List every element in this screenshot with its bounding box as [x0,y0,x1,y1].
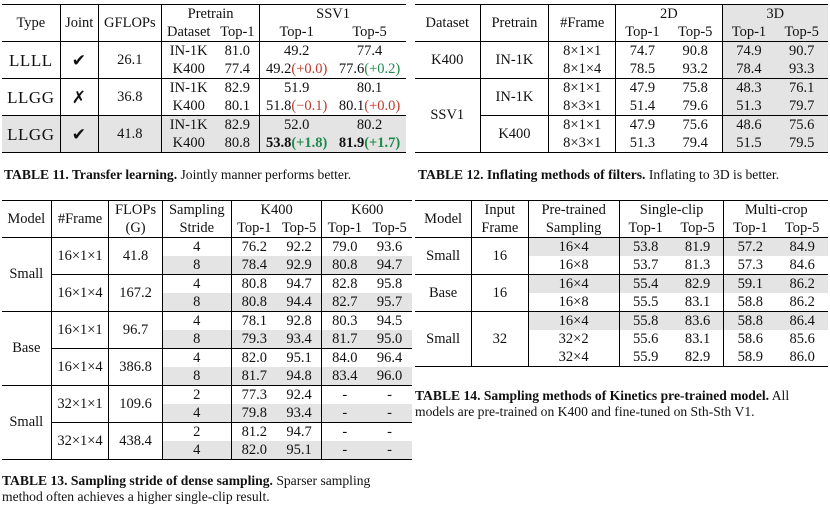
t13-k600-top5: 95.0 [367,330,412,349]
t13-k400-top1: 80.8 [241,275,267,292]
t11-ssv1-top1 [260,79,333,98]
t11-header-pretrain: Pretrain [161,5,259,24]
t11-dataset: IN-1K [161,116,215,135]
t13-k600-top5: 94.5 [376,312,403,329]
t11-joint: ✗ [60,79,98,116]
t11-top5-delta: (+0.0) [364,97,401,114]
t12-frame: 8×1×4 [549,60,616,79]
t12-3d-top1: 48.6 [722,116,775,135]
t14-header-input: Input [472,201,528,220]
t13-k400-top5: 92.8 [277,312,322,331]
table-row [415,275,828,294]
t12-caption-text: Inflating to 3D is better. [645,167,780,182]
table-13 [2,200,412,460]
t13-stride: 8 [162,367,231,386]
t12-header-2d: 2D [616,5,723,24]
t13-frame: 16×1×1 [51,238,109,275]
t13-frame: 32×1×4 [51,423,109,460]
t12-3d-top1: 74.9 [722,42,775,61]
t13-k600-top1: - [342,423,348,440]
t14-single-top1: 55.4 [619,275,671,294]
t14-header-frame: Frame [472,219,528,238]
t14-single-top5: 83.1 [672,293,724,312]
t12-2d-top5: 93.2 [669,60,722,79]
t13-k400-top1: 82.0 [241,349,267,366]
t13-k600-top1: 80.8 [322,256,367,275]
t13-header-flops: FLOPs [109,201,162,220]
t13-k600-top1: - [322,404,367,423]
t11-ssv1-top1 [260,116,333,135]
t14-sampling: 16×8 [528,293,619,312]
t11-header-dataset: Dataset [166,23,211,40]
t14-caption-label: TABLE 14. Sampling methods of Kinetics pre-trained model. [415,388,770,403]
t12-frame: 8×1×1 [549,79,616,98]
t13-k600-top5: 94.7 [367,256,412,275]
t11-header-top1: Top-1 [215,23,259,42]
t12-2d-top5: 75.8 [669,79,722,98]
t12-frame: 8×1×1 [549,116,616,135]
t12-2d-top5: 79.4 [669,134,722,153]
t11-top5-value: 80.2 [356,116,383,133]
t14-header-sampling: Sampling [528,219,619,238]
t13-stride: 4 [162,404,231,423]
t14-sampling: 16×4 [528,312,619,331]
t13-header-k400-top1: Top-1 [237,219,272,236]
t11-dataset: IN-1K [169,42,208,59]
t11-top5-delta: (+1.7) [364,134,401,151]
t11-ssv1-top5 [333,116,406,135]
t13-stride: 4 [162,238,231,257]
t12-frame: 8×3×1 [549,97,616,116]
t13-k400-top1: 77.3 [241,386,267,403]
t11-ssv1-top1 [260,42,333,61]
t11-ssv1-top1 [260,97,333,116]
t13-header-k400: K400 [231,201,322,220]
t14-header-single: Single-clip [619,201,724,220]
t13-k600-top5: - [387,386,393,403]
t11-caption [4,167,410,183]
t12-pretrain: K400 [480,116,549,153]
t12-3d-top5: 79.5 [775,134,828,153]
t14-multi-top5: 86.2 [776,275,828,294]
t12-3d-top1: 51.5 [722,134,775,153]
t13-k600-top1: 83.4 [322,367,367,386]
t14-caption-text: All models are pre-trained on K400 and fine-tuned on Sth-Sth V1. [415,388,790,419]
t11-top1-value: 49.2 [283,42,310,59]
t13-k400-top5: 92.9 [277,256,322,275]
t12-2d-top1: 47.9 [629,116,656,133]
t14-single-top1: 53.7 [633,256,659,273]
table-row [415,42,828,61]
t13-stride: 4 [162,312,231,331]
t11-header-ssv1-top5: Top-5 [352,23,387,40]
t14-multi-top5: 84.9 [776,238,828,257]
t13-k400-top5: 93.4 [277,404,322,423]
t12-header-3d-top5: Top-5 [775,23,828,42]
t13-k600-top1: 82.7 [322,293,367,312]
t14-header-pretrained: Pre-trained [528,201,619,220]
t11-dataset: K400 [172,97,205,114]
t13-header-flops-unit: (G) [109,219,162,238]
t13-k400-top1: 79.3 [231,330,276,349]
t14-header-single-top5: Top-5 [672,219,724,238]
t14-single-top5: 81.9 [672,238,724,257]
t13-k400-top1: 82.0 [231,441,276,460]
t13-k400-top1: 78.4 [231,256,276,275]
t14-single-top1: 55.8 [619,312,671,331]
t13-flops: 438.4 [109,423,162,460]
t11-top5-delta: (+0.2) [364,60,401,77]
t12-2d-top1: 74.7 [629,42,656,59]
t13-k400-top1: 78.1 [241,312,267,329]
t11-top5-value: 77.6 [338,60,365,77]
t13-k400-top5: 94.7 [277,275,322,294]
t14-caption [415,388,829,420]
t12-2d-top1: 51.3 [629,134,656,151]
t14-multi-top5: 86.0 [789,348,815,365]
t13-k600-top5: 96.4 [376,349,403,366]
t11-top5-value: 81.9 [338,134,365,151]
t13-k400-top5: 92.4 [277,386,322,405]
t13-k600-top1: 81.7 [322,330,367,349]
t13-frame: 16×1×4 [51,275,109,312]
t11-ssv1-top5 [333,134,406,153]
t13-k400-top1: 76.2 [241,238,267,255]
t11-gflops: 36.8 [98,79,161,116]
t13-k400-top1: 80.8 [231,293,276,312]
t13-stride: 8 [162,330,231,349]
t11-header-type: Type [2,5,60,42]
t13-stride: 4 [162,275,231,294]
t14-multi-top5: 85.6 [789,330,815,347]
t11-joint: ✔ [60,42,98,79]
table-row [2,116,406,135]
t14-single-top1: 55.9 [633,348,659,365]
t11-gflops: 41.8 [98,116,161,153]
t13-k400-top1: 81.7 [231,367,276,386]
t14-input-frame: 16 [472,238,528,275]
t14-multi-top1: 58.9 [737,348,764,365]
t14-multi-top1: 58.8 [724,312,776,331]
t13-k400-top1: 79.8 [231,404,276,423]
t11-top1-delta: (+1.8) [291,134,328,151]
t13-header-k600-top1: Top-1 [327,219,363,236]
table-row [415,79,828,98]
table-row [2,386,412,405]
t14-sampling: 16×4 [528,238,619,257]
t14-single-top5: 81.3 [672,256,724,275]
t14-input-frame: 32 [472,312,528,367]
table-row [415,238,828,257]
t13-model: Base [2,312,51,386]
t14-single-top1: 55.6 [633,330,659,347]
t11-top1-value: 49.2 [265,60,292,77]
t12-3d-top5: 76.1 [775,79,828,98]
t14-single-top1: 53.8 [619,238,671,257]
t13-k400-top5: 95.1 [277,349,322,368]
t14-sampling: 16×4 [528,275,619,294]
t13-k600-top5: - [367,441,412,460]
t12-header-pretrain: Pretrain [480,5,549,42]
t14-model: Small [415,238,472,275]
t14-multi-top1: 57.2 [724,238,776,257]
t11-top5-value: 80.1 [356,79,383,96]
t13-k600-top5: - [367,404,412,423]
t11-pretrain-top1: 80.1 [215,97,259,116]
t14-multi-top5: 84.6 [789,256,815,273]
t11-dataset: K400 [161,134,215,153]
t14-multi-top1: 58.6 [737,330,764,347]
t13-flops: 109.6 [109,386,162,423]
table-14 [415,200,828,367]
t11-ssv1-top5 [333,60,406,79]
t11-top1-delta: (+0.0) [291,60,328,77]
t14-multi-top5: 86.4 [776,312,828,331]
t13-caption-label: TABLE 13. Sampling stride of dense sampling. [2,473,273,488]
t12-caption [418,167,830,183]
t13-k600-top5: 96.0 [367,367,412,386]
t13-frame: 16×1×1 [51,312,109,349]
t13-k400-top5: 94.4 [277,293,322,312]
t14-header-multi-top5: Top-5 [784,219,820,236]
t13-k400-top5: 92.2 [277,238,322,257]
t14-header-multi-top1: Top-1 [733,219,768,236]
t11-header-gflops: GFLOPs [98,5,161,42]
t13-k600-top1: - [342,386,348,403]
t13-stride: 2 [162,423,231,442]
t11-pretrain-top1: 82.9 [215,116,259,135]
t13-model: Small [2,386,51,460]
t13-flops: 386.8 [109,349,162,386]
t14-single-top5: 82.9 [672,348,724,367]
t13-caption-text: Sparser sampling method often achieves a higher single-clip result. [2,473,371,504]
table-row [2,238,412,257]
t12-header-2d-top5: Top-5 [669,23,722,42]
t13-header-model: Model [2,201,51,238]
t11-pretrain-top1: 77.4 [215,60,259,79]
t11-header-joint: Joint [60,5,98,42]
t14-model: Base [415,275,472,312]
t11-top1-delta: (−0.1) [291,97,328,114]
t11-header-ssv1-top1: Top-1 [279,23,314,40]
t13-header-sampling: Sampling [162,201,231,220]
t13-model: Small [2,238,51,312]
t11-dataset: IN-1K [169,79,208,96]
t11-ssv1-top1 [260,134,333,153]
t12-3d-top1: 51.3 [722,97,775,116]
t12-2d-top1: 78.5 [629,60,656,77]
t13-stride: 4 [162,349,231,368]
t13-k400-top5: 94.8 [277,367,322,386]
table-row [2,42,406,61]
t14-multi-top1: 59.1 [724,275,776,294]
t12-2d-top5: 75.6 [669,116,722,135]
t13-frame: 32×1×1 [51,386,109,423]
t13-stride: 8 [162,293,231,312]
t11-ssv1-top5 [333,97,406,116]
t13-k400-top5: 93.4 [277,330,322,349]
t13-k600-top1: 84.0 [332,349,358,366]
t14-header-single-top1: Top-1 [628,219,663,236]
t12-header-frame: #Frame [549,5,616,42]
t11-top5-value: 77.4 [356,42,383,59]
t11-ssv1-top5 [333,42,406,61]
t12-pretrain: IN-1K [480,42,549,79]
t11-top5-value: 80.1 [338,97,365,114]
t11-header-ssv1: SSV1 [316,5,351,22]
t11-caption-text: Jointly manner performs better. [177,167,352,182]
t13-k600-top1: 79.0 [332,238,358,255]
t13-stride: 2 [162,386,231,405]
table-row [2,423,412,442]
t12-dataset: SSV1 [415,79,480,153]
table-12 [415,4,828,153]
t13-header-k400-top5: Top-5 [277,219,322,238]
t14-single-top1: 55.5 [633,293,659,310]
t11-ssv1-top1 [260,60,333,79]
t11-dataset: K400 [172,60,205,77]
t13-header-k600-top5: Top-5 [372,219,407,236]
t14-header-model: Model [415,201,472,238]
t12-header-2d-top1: Top-1 [625,23,660,40]
t14-sampling: 32×4 [528,348,619,367]
t11-gflops: 26.1 [98,42,161,79]
t13-k600-top5: - [387,423,393,440]
t13-stride: 8 [162,256,231,275]
table-row [2,275,412,294]
t13-stride: 4 [162,441,231,460]
t12-3d-top5: 90.7 [775,42,828,61]
t12-3d-top1: 78.4 [722,60,775,79]
t13-frame: 16×1×4 [51,349,109,386]
t14-single-top5: 83.6 [672,312,724,331]
t12-frame: 8×1×1 [549,42,616,61]
t12-2d-top1: 47.9 [629,79,656,96]
t11-type: LLGG [2,79,60,116]
t12-2d-top1: 51.4 [629,97,656,114]
t12-pretrain: IN-1K [480,79,549,116]
t14-multi-top1: 58.8 [737,293,764,310]
table-row [2,79,406,98]
t12-header-3d-top1: Top-1 [722,23,775,42]
t12-header-3d: 3D [722,5,828,24]
t11-top1-value: 52.0 [283,116,310,133]
t13-flops: 96.7 [109,312,162,349]
t12-header-dataset: Dataset [415,5,480,42]
t11-type: LLGG [2,116,60,153]
t11-joint: ✔ [60,116,98,153]
t14-multi-top1: 57.3 [737,256,764,273]
t13-k400-top1: 81.2 [241,423,267,440]
t12-2d-top5: 90.8 [669,42,722,61]
t12-3d-top5: 75.6 [775,116,828,135]
t14-multi-top5: 86.2 [789,293,815,310]
t13-header-stride: Stride [162,219,231,238]
t13-k600-top5: 95.8 [376,275,403,292]
t13-k600-top5: 95.7 [367,293,412,312]
t13-header-frame: #Frame [51,201,109,238]
t13-k600-top5: 93.6 [376,238,403,255]
t13-flops: 41.8 [109,238,162,275]
t12-dataset: K400 [415,42,480,79]
t13-caption [2,473,414,505]
t11-ssv1-top5 [333,79,406,98]
t13-k600-top1: - [322,441,367,460]
t12-3d-top1: 48.3 [722,79,775,98]
t13-flops: 167.2 [109,275,162,312]
t12-frame: 8×3×1 [549,134,616,153]
t12-2d-top5: 79.6 [669,97,722,116]
table-11 [2,4,406,153]
t14-single-top5: 83.1 [672,330,724,348]
t13-k600-top1: 80.3 [332,312,358,329]
table-row [415,312,828,331]
t12-3d-top5: 93.3 [775,60,828,79]
table-row [2,312,412,331]
t11-pretrain-top1: 81.0 [215,42,259,61]
table-row [2,349,412,368]
t11-top1-value: 51.9 [283,79,310,96]
t11-top1-value: 53.8 [265,134,292,151]
t14-model: Small [415,312,472,367]
t12-3d-top5: 79.7 [775,97,828,116]
t11-pretrain-top1: 82.9 [215,79,259,98]
t11-caption-label: TABLE 11. Transfer learning. [4,167,178,182]
t13-k400-top5: 95.1 [277,441,322,460]
t14-sampling: 16×8 [528,256,619,275]
t11-top1-value: 51.8 [265,97,292,114]
t14-input-frame: 16 [472,275,528,312]
t14-header-multi: Multi-crop [744,201,808,218]
t14-sampling: 32×2 [528,330,619,348]
t11-type: LLLL [2,42,60,79]
t12-caption-label: TABLE 12. Inflating methods of filters. [418,167,646,182]
t14-single-top5: 82.9 [672,275,724,294]
t13-k400-top5: 94.7 [277,423,322,442]
t13-k600-top1: 82.8 [332,275,358,292]
t13-header-k600: K600 [351,201,384,218]
t11-pretrain-top1: 80.8 [215,134,259,153]
